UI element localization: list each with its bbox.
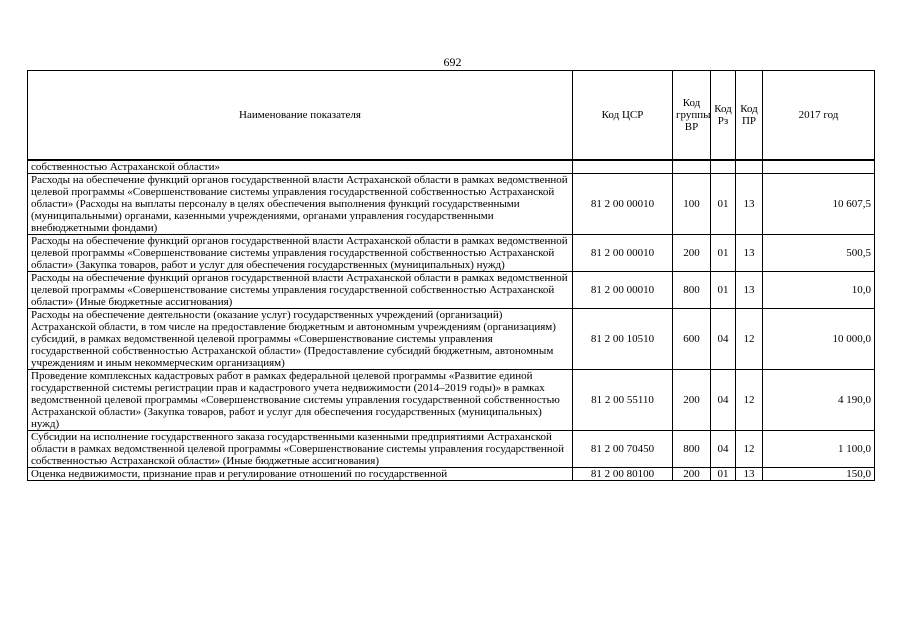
row-vr: 800 xyxy=(673,431,711,468)
row-pr: 13 xyxy=(736,468,763,481)
row-csr xyxy=(573,160,673,174)
row-pr: 13 xyxy=(736,272,763,309)
table-row xyxy=(28,370,875,431)
row-csr: 81 2 00 80100 xyxy=(573,468,673,481)
table-row xyxy=(28,468,875,481)
budget-table xyxy=(27,70,875,481)
row-name: Расходы на обеспечение функций органов государственной власти Астраханской области в рамках ведомственной целевой программы «Совершенствование системы управления государственной собственностью Астраханской области» (Расходы на выплаты персоналу в целях обеспечения выполнения функций государственными (муниципальными) органами, казенными учреждениями, органами управления государственными внебюджетными фондами) xyxy=(28,174,573,235)
row-csr: 81 2 00 70450 xyxy=(573,431,673,468)
row-amount: 1 100,0 xyxy=(763,431,875,468)
table-row xyxy=(28,235,875,272)
row-vr: 200 xyxy=(673,468,711,481)
header-vr: Код группы ВР xyxy=(673,71,711,161)
header-year: 2017 год xyxy=(763,71,875,161)
row-pr: 12 xyxy=(736,431,763,468)
row-amount xyxy=(763,160,875,174)
table-body xyxy=(28,160,875,481)
row-vr: 200 xyxy=(673,370,711,431)
row-rz: 01 xyxy=(711,468,736,481)
row-rz xyxy=(711,160,736,174)
table-row xyxy=(28,160,875,174)
row-csr: 81 2 00 55110 xyxy=(573,370,673,431)
row-csr: 81 2 00 00010 xyxy=(573,272,673,309)
row-amount: 500,5 xyxy=(763,235,875,272)
row-pr: 12 xyxy=(736,370,763,431)
row-name: Расходы на обеспечение функций органов государственной власти Астраханской области в рамках ведомственной целевой программы «Совершенствование системы управления государственной собственностью Астраханской области» (Иные бюджетные ассигнования) xyxy=(28,272,573,309)
row-csr: 81 2 00 10510 xyxy=(573,309,673,370)
row-name: Расходы на обеспечение деятельности (оказание услуг) государственных учреждений (организаций) Астраханской области, в том числе на предоставление бюджетным и автономным учреждениям (организациям) субсидий, в рамках ведомственной целевой программы «Совершенствование системы управления государственной собственностью Астраханской области» (Предоставление субсидий бюджетным, автономным учреждениям и иным некоммерческим организациям) xyxy=(28,309,573,370)
row-pr: 13 xyxy=(736,174,763,235)
row-vr: 100 xyxy=(673,174,711,235)
header-pr: Код ПР xyxy=(736,71,763,161)
row-amount: 4 190,0 xyxy=(763,370,875,431)
row-csr: 81 2 00 00010 xyxy=(573,235,673,272)
table-header xyxy=(28,71,875,161)
table-row xyxy=(28,309,875,370)
row-vr: 200 xyxy=(673,235,711,272)
row-pr xyxy=(736,160,763,174)
row-name: Оценка недвижимости, признание прав и регулирование отношений по государственной xyxy=(28,468,573,481)
row-rz: 01 xyxy=(711,174,736,235)
row-pr: 13 xyxy=(736,235,763,272)
row-amount: 150,0 xyxy=(763,468,875,481)
row-rz: 04 xyxy=(711,309,736,370)
row-rz: 01 xyxy=(711,272,736,309)
page-number: 692 xyxy=(443,55,462,69)
table-row xyxy=(28,431,875,468)
row-name: Проведение комплексных кадастровых работ в рамках федеральной целевой программы «Развитие единой государственной системы регистрации прав и кадастрового учета недвижимости (2014–2019 годы)» в рамках ведомственной целевой программы «Совершенствование системы управления государственной собственностью Астраханской области» (Закупка товаров, работ и услуг для обеспечения государственных (муниципальных) нужд) xyxy=(28,370,573,431)
header-csr: Код ЦСР xyxy=(573,71,673,161)
row-csr: 81 2 00 00010 xyxy=(573,174,673,235)
row-name: Субсидии на исполнение государственного заказа государственными казенными предприятиями Астраханской области в рамках ведомственной целевой программы «Совершенствование системы управления государственной собственностью Астраханской области» (Иные бюджетные ассигнования) xyxy=(28,431,573,468)
row-rz: 04 xyxy=(711,370,736,431)
row-amount: 10 607,5 xyxy=(763,174,875,235)
header-name: Наименование показателя xyxy=(28,71,573,161)
row-vr: 800 xyxy=(673,272,711,309)
row-name: Расходы на обеспечение функций органов государственной власти Астраханской области в рамках ведомственной целевой программы «Совершенствование системы управления государственной собственностью Астраханской области» (Закупка товаров, работ и услуг для обеспечения государственных (муниципальных) нужд) xyxy=(28,235,573,272)
row-rz: 01 xyxy=(711,235,736,272)
table-row xyxy=(28,174,875,235)
row-vr xyxy=(673,160,711,174)
row-rz: 04 xyxy=(711,431,736,468)
table-row xyxy=(28,272,875,309)
row-pr: 12 xyxy=(736,309,763,370)
row-amount: 10,0 xyxy=(763,272,875,309)
header-rz: Код Рз xyxy=(711,71,736,161)
row-name: собственностью Астраханской области» xyxy=(28,160,573,174)
row-amount: 10 000,0 xyxy=(763,309,875,370)
row-vr: 600 xyxy=(673,309,711,370)
